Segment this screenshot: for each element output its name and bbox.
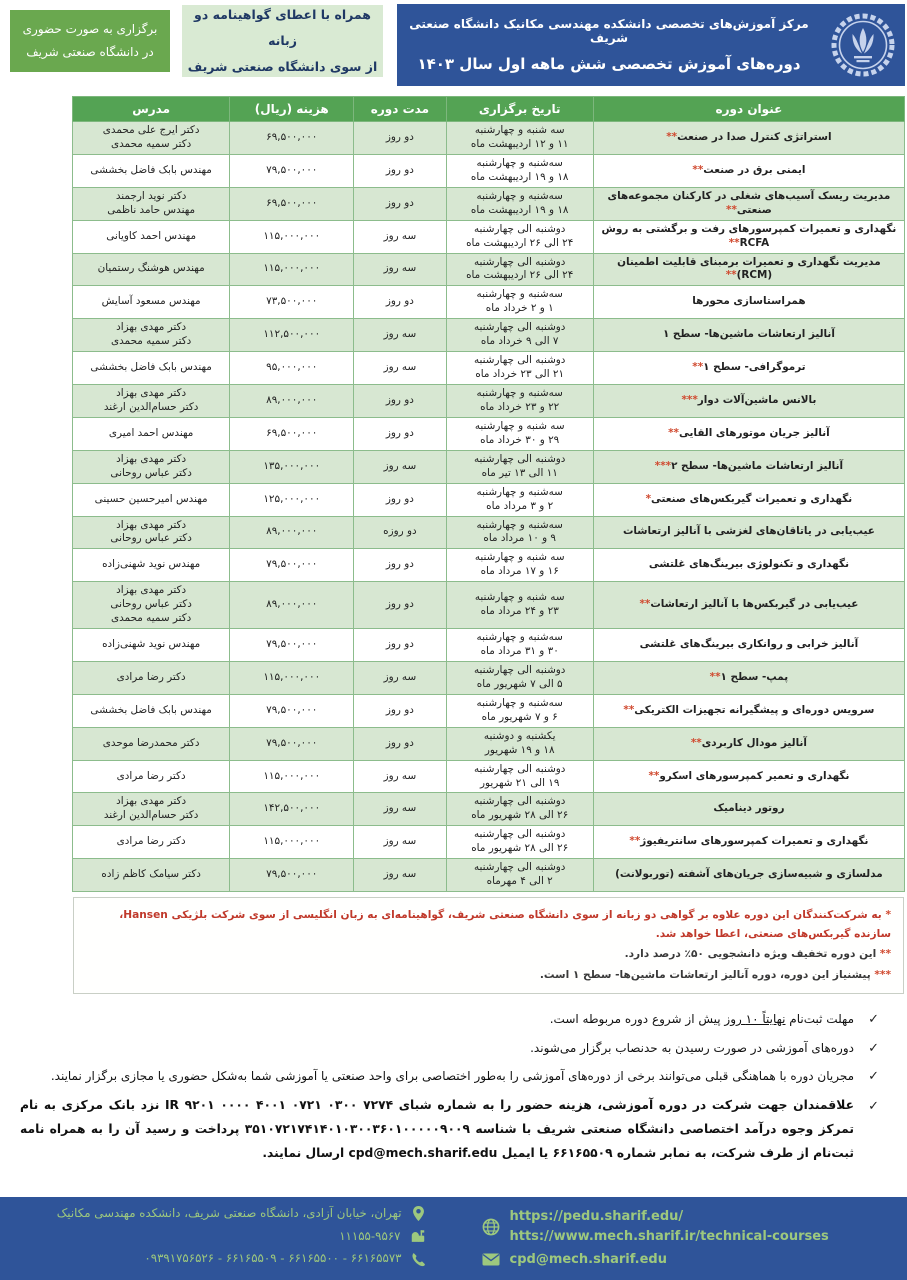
course-cost-cell: ۱۱۵,۰۰۰,۰۰۰ (230, 760, 354, 793)
footnote: * به شرکت‌کنندگان این دوره علاوه بر گواهی دو زبانه از سوی دانشگاه صنعتی شریف، گواهینامه‌ای به زبان انگلیسی از سوی شرکت بلژیکی Hansen، سازنده گیربکس‌های صنعتی، اعطا خواهد شد. (119, 909, 891, 940)
course-title-cell: استراتژی کنترل صدا در صنعت** (593, 122, 904, 155)
course-instructor-cell: مهندس احمد امیری (73, 417, 230, 450)
course-duration-cell: سه روز (354, 319, 446, 352)
badge-inperson-line1: برگزاری به صورت حضوری (22, 22, 158, 37)
course-date-cell: دوشنبه الی چهارشنبه ۲۶ الی ۲۸ شهریور ماه (446, 793, 593, 826)
table-row (73, 220, 905, 253)
course-title-cell: آنالیز ارتعاشات ماشین‌ها- سطح ۱ (593, 319, 904, 352)
course-duration-cell: سه روز (354, 450, 446, 483)
check-icon: ✓ (868, 1012, 879, 1028)
footnote-marker: ** (726, 203, 737, 216)
page-header (0, 0, 907, 96)
column-header-title: عنوان دوره (593, 97, 904, 122)
course-cost-cell: ۱۴۲,۵۰۰,۰۰۰ (230, 793, 354, 826)
course-cost-cell: ۷۹,۵۰۰,۰۰۰ (230, 549, 354, 582)
table-row (73, 661, 905, 694)
course-duration-cell: دو روز (354, 385, 446, 418)
postal-row (0, 1228, 426, 1246)
note-text: علاقمندان جهت شرکت در دوره آموزشی، هزینه حضور را به شماره شبای IR ۹۲۰۱ ۰۰۰۰ ۴۰۰۱ ۰۷۲۱ ۰۳۰۰ ۷۲۷۴ نزد بانک مرکزی به نام تمرکز وجوه درآمد اختصاصی دانشگاه صنعتی شریف با شناسه ۳۵۱۰۷۲۱۷۴۱۴۰۱۰۳۰۰۳۶۰۱۰۰۰۰۰۹۰۰۹ پرداخت و رسید آن را به همراه نامه ثبت‌نام از طرف شرکت، به نمابر شماره ۶۶۱۶۵۵۰۹ یا ایمیل cpd@mech.sharif.edu ارسال نمایند. (20, 1098, 854, 1161)
course-cost-cell: ۷۹,۵۰۰,۰۰۰ (230, 727, 354, 760)
course-instructor-cell: مهندس هوشنگ رستمیان (73, 253, 230, 286)
courses-table-body (73, 122, 905, 892)
course-cost-cell: ۹۵,۰۰۰,۰۰۰ (230, 352, 354, 385)
table-row (73, 253, 905, 286)
table-row (73, 516, 905, 549)
course-title-cell: بالانس ماشین‌آلات دوار*** (593, 385, 904, 418)
note-text: دوره‌های آموزشی در صورت رسیدن به حدنصاب برگزار می‌شوند. (530, 1040, 854, 1055)
course-cost-cell: ۷۹,۵۰۰,۰۰۰ (230, 629, 354, 662)
course-duration-cell: سه روز (354, 859, 446, 892)
table-row (73, 286, 905, 319)
course-instructor-cell: دکتر مهدی بهزاد دکتر سمیه محمدی (73, 319, 230, 352)
footnote-marker: * (645, 492, 652, 505)
footnote-marker: ** (728, 236, 740, 249)
footnote-marker: ** (690, 736, 702, 749)
address-text: تهران، خیابان آزادی، دانشگاه صنعتی شریف، دانشکده مهندسی مکانیک (56, 1206, 402, 1220)
course-cost-cell: ۱۱۵,۰۰۰,۰۰۰ (230, 661, 354, 694)
course-cost-cell: ۶۹,۵۰۰,۰۰۰ (230, 187, 354, 220)
check-icon: ✓ (868, 1068, 879, 1084)
course-title-cell: نگهداری و تعمیرات کمپرسورهای رفت و برگشتی به روش RCFA** (593, 220, 904, 253)
course-cost-cell: ۶۹,۵۰۰,۰۰۰ (230, 122, 354, 155)
table-row (73, 154, 905, 187)
course-cost-cell: ۱۱۵,۰۰۰,۰۰۰ (230, 220, 354, 253)
check-icon: ✓ (868, 1040, 879, 1056)
table-row (73, 450, 905, 483)
course-instructor-cell: دکتر مهدی بهزاد دکتر حسام‌الدین ارغند (73, 385, 230, 418)
course-instructor-cell: دکتر مهدی بهزاد دکتر عباس روحانی دکتر سمیه محمدی (73, 582, 230, 629)
note-item-payment (20, 1094, 881, 1166)
course-duration-cell: سه روز (354, 220, 446, 253)
course-date-cell: دوشنبه الی چهارشنبه ۲۴ الی ۲۶ اردیبهشت ماه (446, 220, 593, 253)
note-item-deadline (20, 1009, 881, 1029)
course-instructor-cell: دکتر محمدرضا موحدی (73, 727, 230, 760)
envelope-icon (482, 1253, 500, 1266)
course-date-cell: سه‌شنبه و چهارشنبه ۲۲ و ۲۳ خرداد ماه (446, 385, 593, 418)
course-instructor-cell: مهندس امیرحسین حسینی (73, 483, 230, 516)
table-row (73, 826, 905, 859)
footer-contact-fa (0, 1197, 452, 1280)
table-row (73, 727, 905, 760)
footnote-marker: *** (654, 459, 672, 472)
badge-inperson (10, 10, 170, 72)
table-footnotes (73, 897, 904, 994)
table-row (73, 122, 905, 155)
course-duration-cell: دو روز (354, 286, 446, 319)
table-wrap (72, 96, 905, 994)
course-instructor-cell: دکتر رضا مرادی (73, 760, 230, 793)
note-item-quorum (20, 1038, 881, 1058)
course-date-cell: سه‌شنبه و چهارشنبه ۲ و ۳ مرداد ماه (446, 483, 593, 516)
footnote-marker: ** (879, 948, 891, 961)
course-title-cell: نگهداری و تعمیر کمپرسورهای اسکرو** (593, 760, 904, 793)
course-date-cell: سه شنبه و چهارشنبه ۲۹ و ۳۰ خرداد ماه (446, 417, 593, 450)
table-row (73, 385, 905, 418)
footnote: ** این دوره تخفیف ویژه دانشجویی ۵۰٪ درصد دارد. (624, 948, 891, 961)
footnote-marker: ** (666, 130, 678, 143)
pedu-url-link[interactable]: https://pedu.sharif.edu/ (509, 1209, 684, 1224)
course-duration-cell: سه روز (354, 661, 446, 694)
column-header-date: تاریخ برگزاری (446, 97, 593, 122)
footnote-marker: *** (681, 393, 698, 406)
course-date-cell: دوشنبه الی چهارشنبه ۲۴ الی ۲۶ اردیبهشت ماه (446, 253, 593, 286)
table-row (73, 319, 905, 352)
table-row (73, 187, 905, 220)
footnote-marker: ** (668, 426, 679, 439)
badge-certificate (182, 5, 383, 77)
course-title-cell: پمپ- سطح ۱** (593, 661, 904, 694)
course-title-cell: نگهداری و تکنولوژی بیرینگ‌های غلتشی (593, 549, 904, 582)
note-text: مهلت ثبت‌نام نهایتاً ۱۰ روز پیش از شروع دوره مربوطه است. (549, 1012, 854, 1027)
course-duration-cell: دو روز (354, 122, 446, 155)
course-cost-cell: ۷۹,۵۰۰,۰۰۰ (230, 154, 354, 187)
footnote-marker: *** (874, 968, 891, 981)
course-instructor-cell: دکتر رضا مرادی (73, 661, 230, 694)
course-date-cell: سه‌شنبه و چهارشنبه ۱۸ و ۱۹ اردیبهشت ماه (446, 154, 593, 187)
table-row (73, 549, 905, 582)
course-title-cell: ایمنی برق در صنعت** (593, 154, 904, 187)
email-row (482, 1252, 907, 1267)
course-duration-cell: سه روز (354, 793, 446, 826)
footnote-marker: ** (648, 769, 660, 782)
course-instructor-cell: مهندس بابک فاضل بخششی (73, 694, 230, 727)
mech-courses-url-link[interactable]: htts://www.mech.sharif.ir/technical-courses (509, 1228, 829, 1244)
url-column (510, 1207, 829, 1246)
course-date-cell: دوشنبه الی چهارشنبه ۱۹ الی ۲۱ شهریور (446, 760, 593, 793)
course-instructor-cell: مهندس نوید شهنی‌زاده (73, 629, 230, 662)
badge-certificate-line1: همراه با اعطای گواهینامه دو زبانه (194, 6, 371, 48)
course-date-cell: سه‌شنبه و چهارشنبه ۹ و ۱۰ مرداد ماه (446, 516, 593, 549)
table-row (73, 582, 905, 629)
course-title-cell: عیب‌یابی در گیربکس‌ها با آنالیز ارتعاشات** (593, 582, 904, 629)
course-cost-cell: ۱۲۵,۰۰۰,۰۰۰ (230, 483, 354, 516)
column-header-duration: مدت دوره (354, 97, 446, 122)
course-duration-cell: سه روز (354, 826, 446, 859)
phones-text: ۶۶۱۶۵۵۷۳ - ۶۶۱۶۵۵۰۰ - ۶۶۱۶۵۵۰۹ - ۰۹۳۹۱۷۵۶۵۲۶ (144, 1251, 402, 1266)
course-duration-cell: دو روز (354, 417, 446, 450)
course-date-cell: یکشنبه و دوشنبه ۱۸ و ۱۹ شهریور (446, 727, 593, 760)
page-footer (0, 1197, 907, 1280)
table-row (73, 417, 905, 450)
footnote-marker: ** (639, 598, 651, 611)
course-duration-cell: سه روز (354, 253, 446, 286)
course-title-cell: همراستاسازی محورها (593, 286, 904, 319)
badge-inperson-line2: در دانشگاه صنعتی شریف (26, 45, 154, 59)
course-instructor-cell: دکتر سیامک کاظم زاده (73, 859, 230, 892)
note-text: مجریان دوره با هماهنگی قبلی می‌توانند برخی از دوره‌های آموزشی را به‌طور اختصاصی برای واحد صنعتی یا آموزشی شما به‌شکل حضوری یا مجازی برگزار نمایند. (50, 1068, 854, 1083)
course-title-cell: آنالیز خرابی و روانکاری بیرینگ‌های غلتشی (593, 629, 904, 662)
course-title-cell: آنالیز مودال کاربردی** (593, 727, 904, 760)
course-date-cell: سه‌شنبه و چهارشنبه ۱ و ۲ خرداد ماه (446, 286, 593, 319)
mailbox-icon (410, 1229, 426, 1244)
course-date-cell: سه‌شنبه و چهارشنبه ۶ و ۷ شهریور ماه (446, 694, 593, 727)
course-cost-cell: ۸۹,۰۰۰,۰۰۰ (230, 516, 354, 549)
org-title: مرکز آموزش‌های تخصصی دانشکده مهندسی مکانیک دانشگاه صنعتی شریف (409, 17, 809, 45)
course-instructor-cell: مهندس بابک فاضل بخششی (73, 352, 230, 385)
footnote-marker: ** (709, 670, 721, 683)
postal-code-text: ۱۱۱۵۵-۹۵۶۷ (339, 1228, 401, 1243)
course-date-cell: سه‌شنبه و چهارشنبه ۳۰ و ۳۱ مرداد ماه (446, 629, 593, 662)
urls-row (482, 1207, 907, 1246)
course-duration-cell: سه روز (354, 760, 446, 793)
course-duration-cell: دو روز (354, 582, 446, 629)
address-row (0, 1205, 426, 1223)
course-cost-cell: ۷۹,۵۰۰,۰۰۰ (230, 694, 354, 727)
check-icon: ✓ (868, 1099, 879, 1115)
course-title-cell: نگهداری و تعمیرات کمپرسورهای سانتریفیوژ** (593, 826, 904, 859)
course-instructor-cell: مهندس بابک فاضل بخششی (73, 154, 230, 187)
course-duration-cell: دو روز (354, 154, 446, 187)
table-row (73, 859, 905, 892)
course-date-cell: دوشنبه الی چهارشنبه ۵ الی ۷ شهریور ماه (446, 661, 593, 694)
badge-certificate-line2: از سوی دانشگاه صنعتی شریف (187, 59, 378, 75)
course-duration-cell: دو روز (354, 549, 446, 582)
course-date-cell: دوشنبه الی چهارشنبه ۲۶ الی ۲۸ شهریور ماه (446, 826, 593, 859)
course-duration-cell: دو روز (354, 727, 446, 760)
course-instructor-cell: دکتر رضا مرادی (73, 826, 230, 859)
course-title-cell: آنالیز ارتعاشات ماشین‌ها- سطح ۲*** (593, 450, 904, 483)
location-pin-icon (411, 1205, 426, 1222)
course-duration-cell: دو روز (354, 483, 446, 516)
course-title-cell: مدیریت ریسک آسیب‌های شغلی در کارکنان مجموعه‌های صنعتی** (593, 187, 904, 220)
course-cost-cell: ۶۹,۵۰۰,۰۰۰ (230, 417, 354, 450)
course-date-cell: دوشنبه الی چهارشنبه ۱۱ الی ۱۳ تیر ماه (446, 450, 593, 483)
course-cost-cell: ۱۱۲,۵۰۰,۰۰۰ (230, 319, 354, 352)
course-duration-cell: دو روزه (354, 516, 446, 549)
course-title-cell: سرویس دوره‌ای و پیشگیرانه تجهیزات الکتریکی** (593, 694, 904, 727)
course-date-cell: سه شنبه و چهارشنبه ۱۱ و ۱۲ اردیبهشت ماه (446, 122, 593, 155)
phones-row (0, 1250, 426, 1268)
table-row (73, 694, 905, 727)
course-title-cell: آنالیز جریان موتورهای القایی** (593, 417, 904, 450)
footer-links (452, 1197, 907, 1280)
course-duration-cell: دو روز (354, 694, 446, 727)
globe-icon (482, 1218, 500, 1236)
table-row (73, 483, 905, 516)
band-text (397, 17, 821, 73)
table-header-row (73, 97, 905, 122)
course-instructor-cell: دکتر نوید ارجمند مهندس حامد ناظمی (73, 187, 230, 220)
logo-wrap (821, 12, 905, 78)
course-instructor-cell: دکتر مهدی بهزاد دکتر عباس روحانی (73, 516, 230, 549)
course-title-cell: عیب‌یابی در یاتاقان‌های لغزشی با آنالیز ارتعاشات (593, 516, 904, 549)
course-date-cell: سه‌شنبه و چهارشنبه ۱۸ و ۱۹ اردیبهشت ماه (446, 187, 593, 220)
sharif-university-logo-icon (830, 12, 896, 78)
footnote: *** پیشنیاز این دوره، دوره آنالیز ارتعاشات ماشین‌ها- سطح ۱ است. (539, 968, 891, 981)
column-header-instructor: مدرس (73, 97, 230, 122)
course-date-cell: دوشنبه الی چهارشنبه ۲ الی ۴ مهرماه (446, 859, 593, 892)
footnote-marker: ** (623, 703, 635, 716)
course-cost-cell: ۱۳۵,۰۰۰,۰۰۰ (230, 450, 354, 483)
page-title: دوره‌های آموزش تخصصی شش ماهه اول سال ۱۴۰۳ (417, 55, 801, 73)
course-cost-cell: ۱۱۵,۰۰۰,۰۰۰ (230, 253, 354, 286)
course-title-cell: نگهداری و تعمیرات گیربکس‌های صنعتی* (593, 483, 904, 516)
notes-section (20, 1009, 881, 1166)
footnote-marker: ** (629, 835, 641, 848)
footnote-marker: ** (692, 163, 704, 176)
course-cost-cell: ۷۹,۵۰۰,۰۰۰ (230, 859, 354, 892)
table-row (73, 352, 905, 385)
course-instructor-cell: دکتر ایرج علی محمدی دکتر سمیه محمدی (73, 122, 230, 155)
course-title-cell: روتور دینامیک (593, 793, 904, 826)
note-item-custom-courses (20, 1066, 881, 1086)
course-date-cell: دوشنبه الی چهارشنبه ۷ الی ۹ خرداد ماه (446, 319, 593, 352)
course-instructor-cell: مهندس احمد کاویانی (73, 220, 230, 253)
course-instructor-cell: دکتر مهدی بهزاد دکتر حسام‌الدین ارغند (73, 793, 230, 826)
title-band (397, 4, 905, 86)
course-title-cell: مدلسازی و شبیه‌سازی جریان‌های آشفته (توربولانت) (593, 859, 904, 892)
course-date-cell: سه شنبه و چهارشنبه ۱۶ و ۱۷ مرداد ماه (446, 549, 593, 582)
column-header-cost: هزینه (ریال) (230, 97, 354, 122)
course-duration-cell: دو روز (354, 629, 446, 662)
footnote-marker: ** (692, 361, 704, 374)
course-duration-cell: سه روز (354, 352, 446, 385)
table-row (73, 760, 905, 793)
footnote-marker: ** (725, 269, 737, 282)
footer-email-link[interactable]: cpd@mech.sharif.edu (509, 1252, 667, 1267)
footnote-marker: * (885, 909, 891, 922)
course-cost-cell: ۷۳,۵۰۰,۰۰۰ (230, 286, 354, 319)
phone-icon (411, 1252, 426, 1267)
table-row (73, 629, 905, 662)
course-duration-cell: دو روز (354, 187, 446, 220)
courses-table (72, 96, 905, 892)
course-instructor-cell: مهندس نوید شهنی‌زاده (73, 549, 230, 582)
course-instructor-cell: مهندس مسعود آسایش (73, 286, 230, 319)
course-date-cell: سه شنبه و چهارشنبه ۲۳ و ۲۴ مرداد ماه (446, 582, 593, 629)
course-title-cell: مدیریت نگهداری و تعمیرات برمبنای قابلیت اطمینان (RCM)** (593, 253, 904, 286)
course-cost-cell: ۸۹,۰۰۰,۰۰۰ (230, 385, 354, 418)
table-row (73, 793, 905, 826)
course-title-cell: ترموگرافی- سطح ۱** (593, 352, 904, 385)
course-cost-cell: ۱۱۵,۰۰۰,۰۰۰ (230, 826, 354, 859)
course-instructor-cell: دکتر مهدی بهزاد دکتر عباس روحانی (73, 450, 230, 483)
course-cost-cell: ۸۹,۰۰۰,۰۰۰ (230, 582, 354, 629)
course-date-cell: دوشنبه الی چهارشنبه ۲۱ الی ۲۳ خرداد ماه (446, 352, 593, 385)
